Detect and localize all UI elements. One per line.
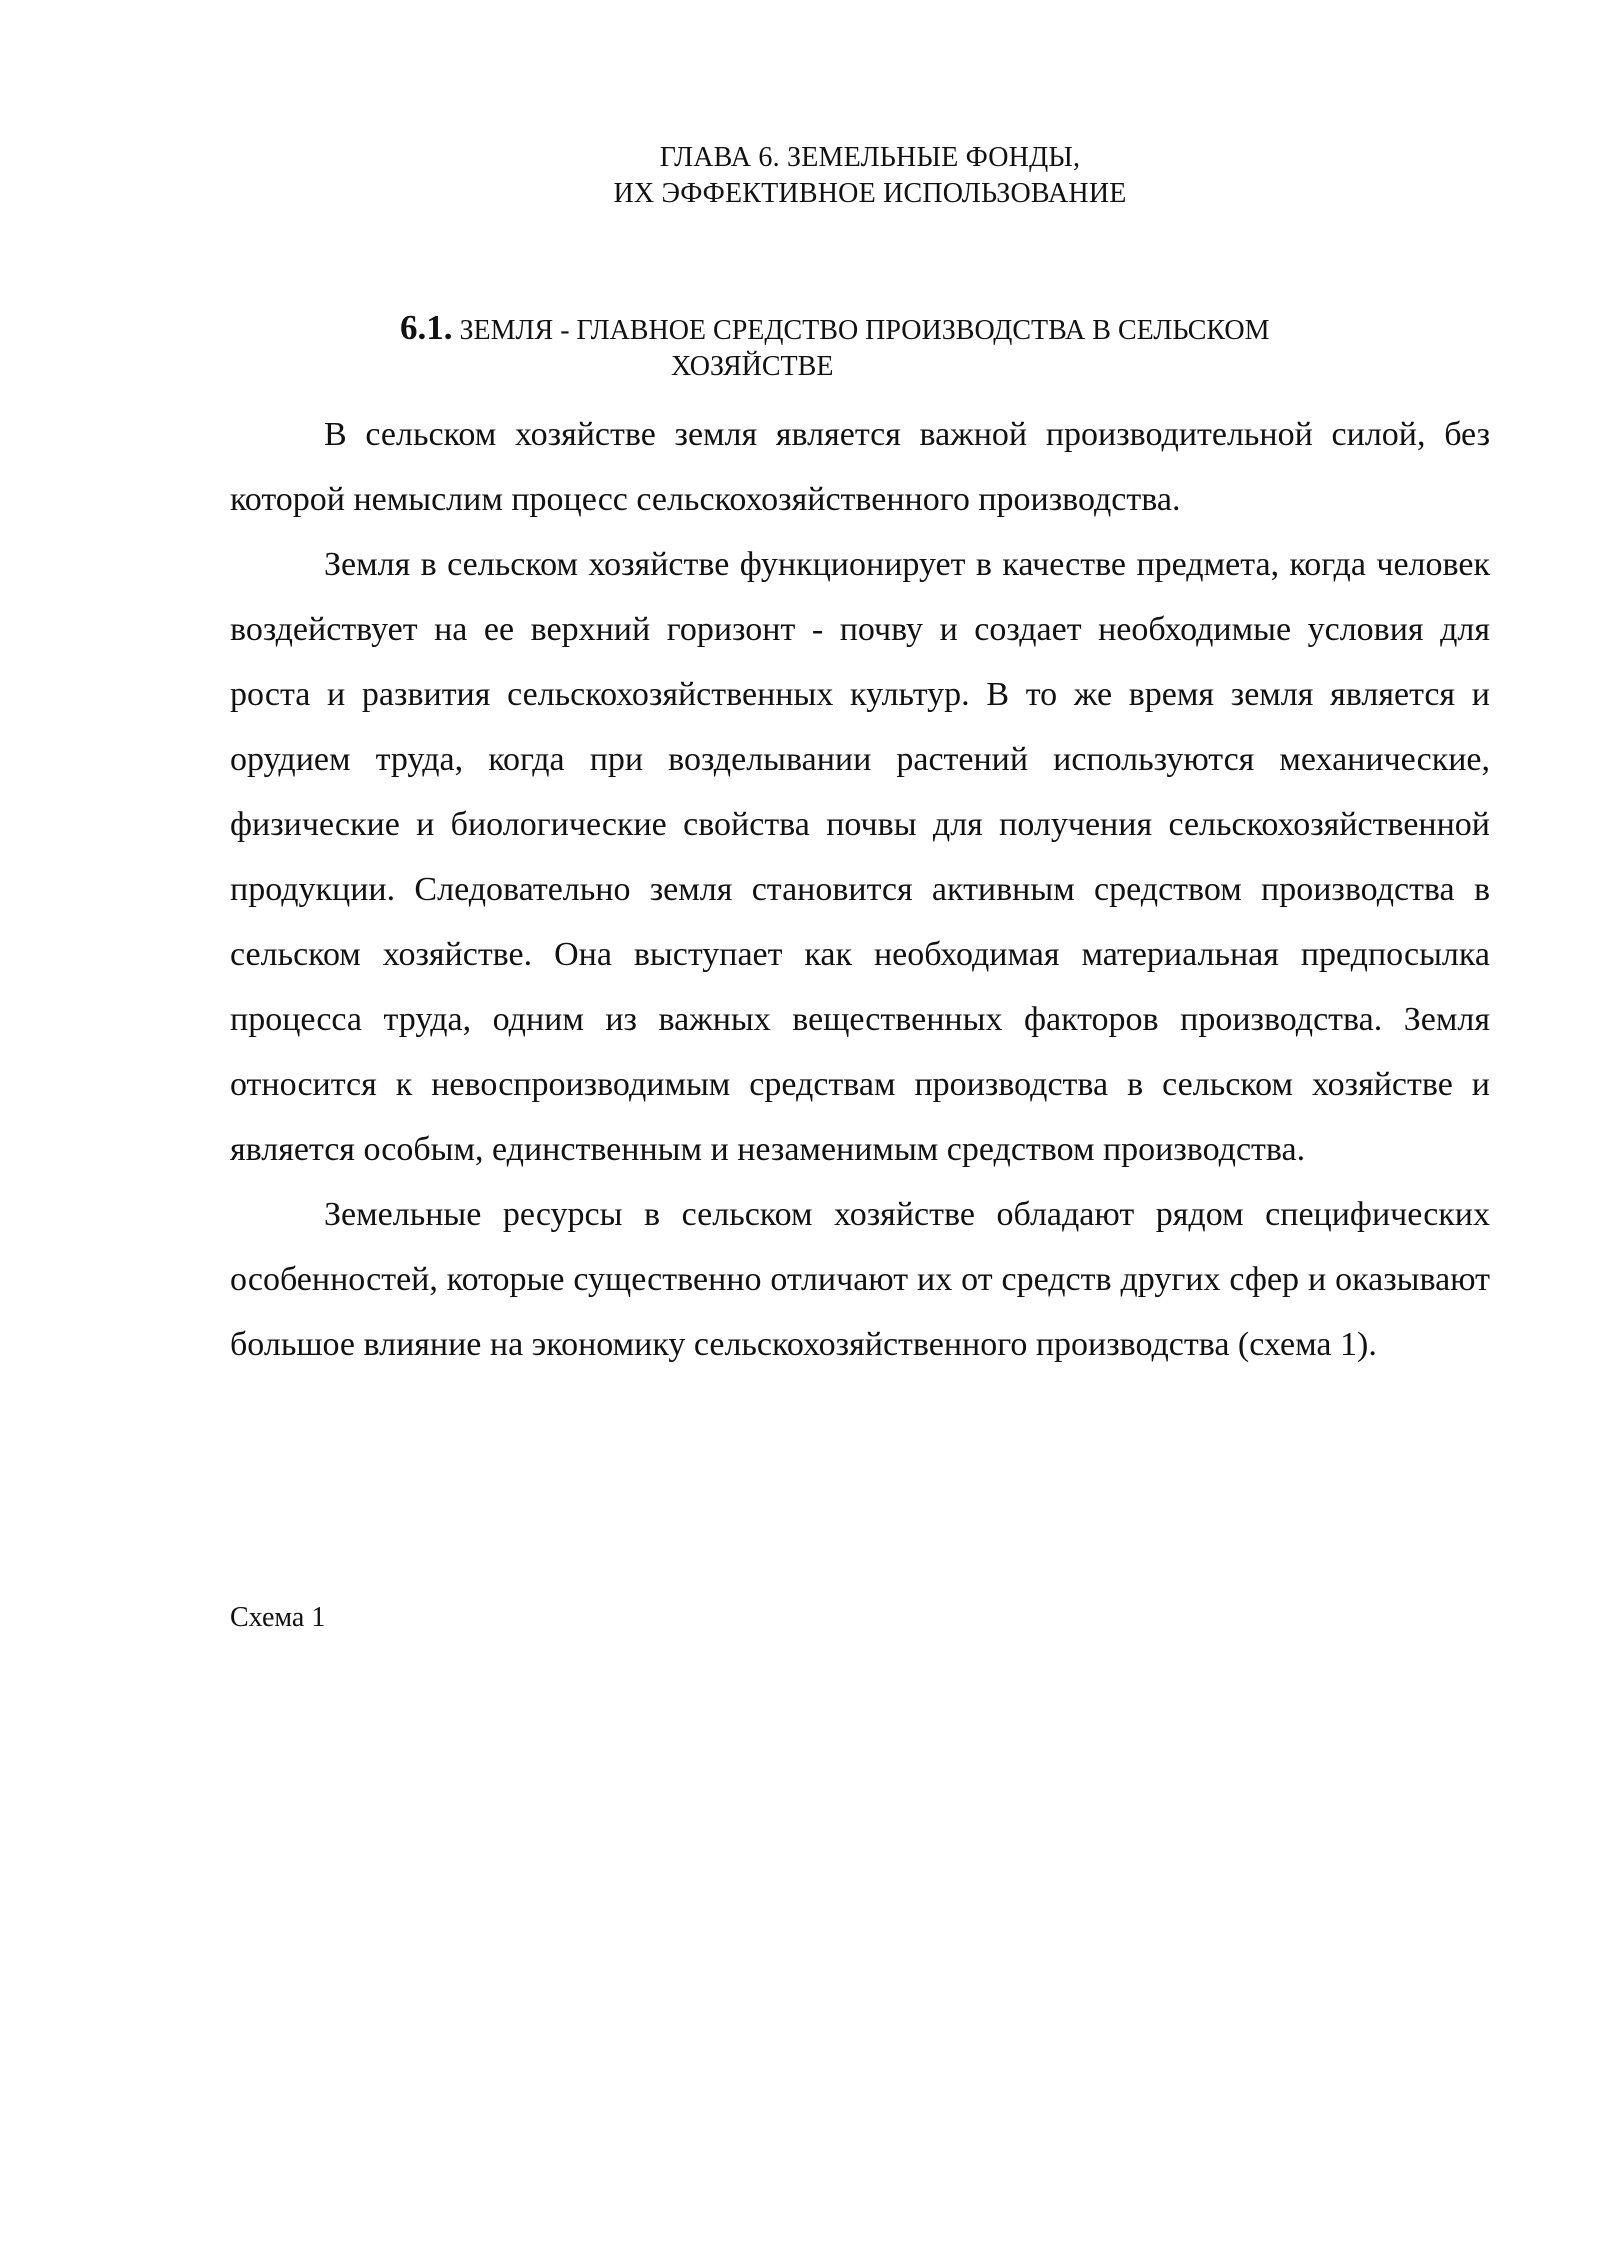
chapter-title-line-2: ИХ ЭФФЕКТИВНОЕ ИСПОЛЬЗОВАНИЕ [613,178,1127,209]
paragraph: Земля в сельском хозяйстве функционирует в качестве предмета, когда человек воздействует на ее верхний горизонт - почву и создает необходимые условия для роста и развития сельскохозяйственных культур. В то же время земля является и орудием труда, когда при возделывании растений используются механические, физические и биологические свойства почвы для получения сельскохозяйственной продукции. Следовательно земля становится активным средством производства в сельском хозяйстве. Она выступает как необходимая материальная предпосылка процесса труда, одним из важных вещественных факторов производства. Земля относится к невоспроизводимым средствам производства в сельском хозяйстве и является особым, единственным и незаменимым средством производства. [230,546,1490,1168]
section-number: 6.1. [400,308,453,347]
paragraph: Земельные ресурсы в сельском хозяйстве обладают рядом специфических особенностей, которые существенно отличают их от средств других сфер и оказывают большое влияние на экономику сельскохозяйственного производства (схема 1). [230,1196,1490,1363]
paragraph: В сельском хозяйстве земля является важной производительной силой, без которой немыслим процесс сельскохозяйственного производства. [230,416,1490,518]
section-title-line-2: ХОЗЯЙСТВЕ [671,351,834,382]
body-text [230,402,1490,1377]
section-title-line-1: ЗЕМЛЯ - ГЛАВНОЕ СРЕДСТВО ПРОИЗВОДСТВА В СЕЛЬСКОМ [459,315,1270,346]
scheme-label: Схема 1 [230,1602,326,1633]
section-heading [400,310,1400,385]
chapter-title [0,140,1600,212]
chapter-title-line-1: ГЛАВА 6. ЗЕМЕЛЬНЫЕ ФОНДЫ, [659,142,1081,173]
